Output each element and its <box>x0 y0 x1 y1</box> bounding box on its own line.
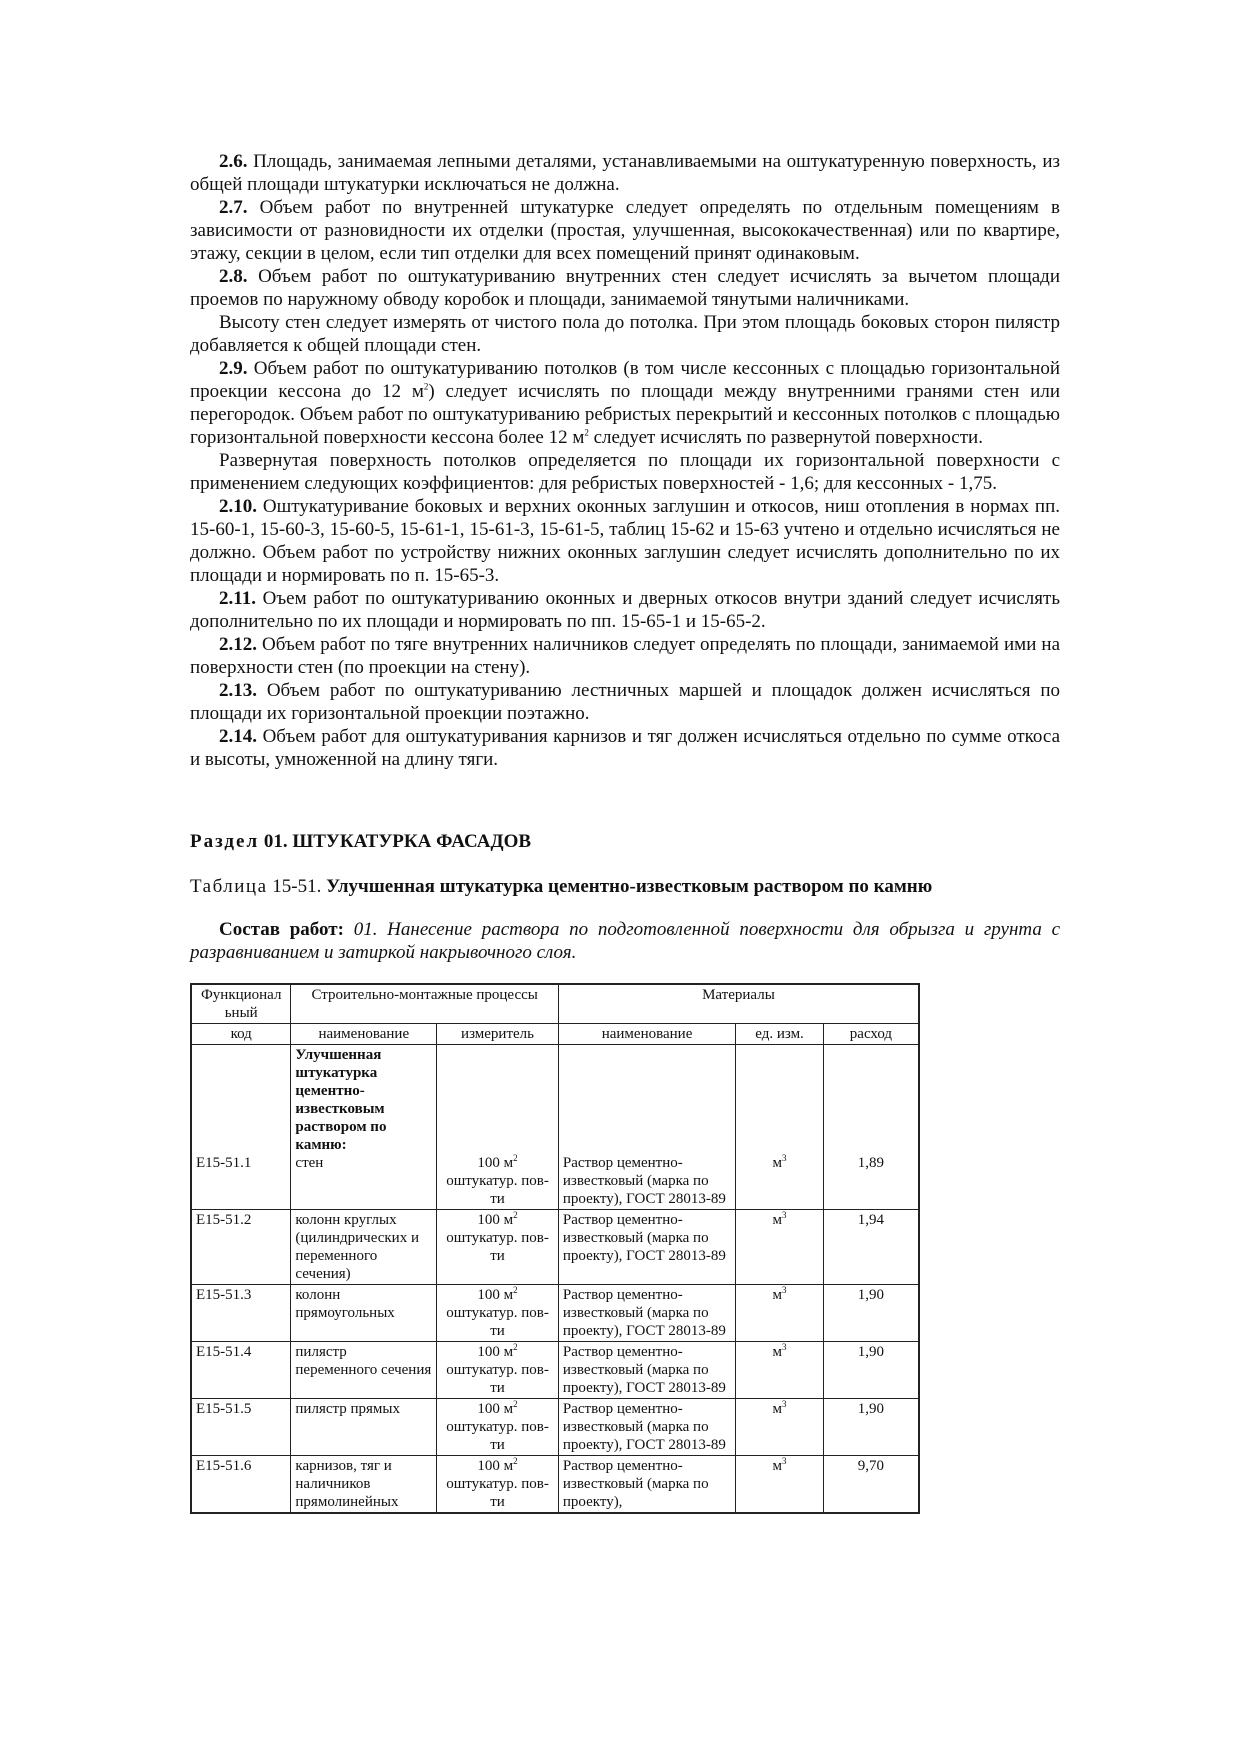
paragraph-2-7 <box>190 196 1060 265</box>
paragraph-text: Объем работ по оштукатуриванию внутренних стен следует исчислять за вычетом площади проемов по наружному обводу коробок и площади, занимаемой тянутыми наличниками. <box>190 266 1060 310</box>
cell-meter: 100 $м^2$ оштукатур. пов-ти <box>437 1210 559 1285</box>
table-row <box>191 1285 919 1342</box>
table-row <box>191 1456 919 1514</box>
cell-meter: 100 $м^2$ оштукатур. пов-ти <box>437 1399 559 1456</box>
header-processes: Строительно-монтажные процессы <box>291 984 558 1024</box>
work-composition-label: Состав работ: <box>219 919 344 940</box>
cell-unit: $м^3$ <box>736 1285 824 1342</box>
cell-material: Раствор цементно-известковый (марка по проекту), ГОСТ 28013-89 <box>558 1210 735 1285</box>
header-name: наименование <box>291 1024 437 1045</box>
table-caption <box>190 876 1060 898</box>
paragraph-2-12 <box>190 633 1060 679</box>
norms-table-wrapper <box>190 983 922 1583</box>
paragraph-2-6 <box>190 150 1060 196</box>
paragraph-number: 2.14. <box>219 726 257 747</box>
cell-meter: 100 $м^2$ оштукатур. пов-ти <box>437 1342 559 1399</box>
cell-code: E15-51.6 <box>191 1456 291 1514</box>
paragraph-2-11 <box>190 587 1060 633</box>
paragraph-ceiling-coefficients <box>190 449 1060 495</box>
paragraphs <box>190 150 1060 771</box>
table-row <box>191 1210 919 1285</box>
paragraph-number: 2.9. <box>219 358 248 379</box>
section-prefix: Раздел <box>190 831 260 852</box>
header-material-name: наименование <box>558 1024 735 1045</box>
superscript: 2 <box>584 427 589 438</box>
header-consumption: расход <box>823 1024 919 1045</box>
cell-unit: $м^3$ <box>736 1210 824 1285</box>
header-materials: Материалы <box>558 984 919 1024</box>
header-meter: измеритель <box>437 1024 559 1045</box>
header-code-bottom: код <box>191 1024 291 1045</box>
norms-table <box>190 983 920 1514</box>
paragraph-text: Объем работ по тяге внутренних наличников следует определять по площади, занимаемой ими на поверхности стен (по проекции на стену). <box>190 634 1060 678</box>
superscript: 2 <box>423 381 429 392</box>
paragraph-2-8 <box>190 265 1060 311</box>
table-row <box>191 1399 919 1456</box>
cell-name: пилястр переменного сечения <box>291 1342 437 1399</box>
paragraph-wall-height <box>190 311 1060 357</box>
table-caption-prefix: Таблица <box>190 876 268 897</box>
paragraph-text: следует исчислять по развернутой поверхности. <box>588 427 983 448</box>
cell-code: E15-51.3 <box>191 1285 291 1342</box>
work-composition-text: 01. Нанесение раствора по подготовленной поверхности для обрызга и грунта с разравниванием и затиркой накрывочного слоя. <box>190 919 1060 963</box>
cell-meter: 100 $м^2$ оштукатур. пов-ти <box>437 1045 559 1210</box>
paragraph-2-13 <box>190 679 1060 725</box>
cell-unit: $м^3$ <box>736 1399 824 1456</box>
table-row <box>191 1342 919 1399</box>
cell-name: колонн прямоугольных <box>291 1285 437 1342</box>
paragraph-text: Объем работ для оштукатуривания карнизов и тяг должен исчисляться отдельно по сумме откоса и высоты, умноженной на длину тяги. <box>190 726 1060 770</box>
cell-code: E15-51.4 <box>191 1342 291 1399</box>
paragraph-number: 2.11. <box>219 588 256 609</box>
cell-unit: $м^3$ <box>736 1456 824 1514</box>
paragraph-number: 2.12. <box>219 634 257 655</box>
work-composition <box>190 918 1060 964</box>
cell-code: E15-51.1 <box>191 1045 291 1210</box>
paragraph-text: Высоту стен следует измерять от чистого пола до потолка. При этом площадь боковых сторон пилястр добавляется к общей площади стен. <box>190 312 1060 356</box>
cell-amount: 1,90 <box>823 1285 919 1342</box>
paragraph-text: Объем работ по оштукатуриванию лестничных маршей и площадок должен исчисляться по площади их горизонтальной проекции поэтажно. <box>190 680 1060 724</box>
cell-code: E15-51.2 <box>191 1210 291 1285</box>
cell-amount: 1,89 <box>823 1045 919 1210</box>
cell-code: E15-51.5 <box>191 1399 291 1456</box>
cell-meter: 100 $м^2$ оштукатур. пов-ти <box>437 1456 559 1514</box>
paragraph-text: Площадь, занимаемая лепными деталями, устанавливаемыми на оштукатуренную поверхность, из общей площади штукатурки исключаться не должна. <box>190 151 1060 195</box>
cell-material: Раствор цементно-известковый (марка по проекту), <box>558 1456 735 1514</box>
cell-unit: $м^3$ <box>736 1045 824 1210</box>
cell-material: Раствор цементно-известковый (марка по проекту), ГОСТ 28013-89 <box>558 1342 735 1399</box>
paragraph-text: ) следует исчислять по площади между внутренними гранями стен или перегородок. Объем работ по оштукатуриванию ребристых перекрытий и кессонных потолков с площадью горизонтальной поверхности кессона более 12 м <box>190 381 1060 448</box>
group-title: Улучшенная штукатурка цементно-известковым раствором по камню: <box>295 1047 387 1153</box>
document-page <box>190 150 1060 1583</box>
paragraph-number: 2.8. <box>219 266 248 287</box>
paragraph-2-10 <box>190 495 1060 587</box>
paragraph-number: 2.7. <box>219 197 248 218</box>
paragraph-text: Оъем работ по оштукатуриванию оконных и дверных откосов внутри зданий следует исчислять дополнительно по их площади и нормировать по пп. 15-65-1 и 15-65-2. <box>190 588 1060 632</box>
paragraph-2-9 <box>190 357 1060 449</box>
table-caption-title: Улучшенная штукатурка цементно-известковым раствором по камню <box>326 876 933 897</box>
cell-name: карнизов, тяг и наличников прямолинейных <box>291 1456 437 1514</box>
cell-name: колонн круглых (цилиндрических и переменного сечения) <box>291 1210 437 1285</box>
header-unit: ед. изм. <box>736 1024 824 1045</box>
cell-name: пилястр прямых <box>291 1399 437 1456</box>
section-title: 01. ШТУКАТУРКА ФАСАДОВ <box>259 831 532 852</box>
paragraph-2-14 <box>190 725 1060 771</box>
cell-amount: 9,70 <box>823 1456 919 1514</box>
table-row <box>191 1045 919 1210</box>
cell-material: Раствор цементно-известковый (марка по проекту), ГОСТ 28013-89 <box>558 1285 735 1342</box>
paragraph-text: Объем работ по оштукатуриванию потолков (в том числе кессонных с площадью горизонтальной проекции кессона до 12 м <box>190 358 1060 402</box>
cell-material: Раствор цементно-известковый (марка по проекту), ГОСТ 28013-89 <box>558 1399 735 1456</box>
paragraph-text: Оштукатуривание боковых и верхних оконных заглушин и откосов, ниш отопления в нормах пп. 15-60-1, 15-60-3, 15-60-5, 15-61-1, 15-61-3, 15-61-5, таблиц 15-62 и 15-63 учтено и отдельно исчисляться не должно. Объем работ по устройству нижних оконных заглушин следует исчислять дополнительно по их площади и нормировать по п. 15-65-3. <box>190 496 1060 586</box>
cell-name: Улучшенная штукатурка цементно-известковым раствором по камню: стен <box>291 1045 437 1210</box>
cell-meter: 100 $м^2$ оштукатур. пов-ти <box>437 1285 559 1342</box>
cell-unit: $м^3$ <box>736 1342 824 1399</box>
paragraph-number: 2.13. <box>219 680 257 701</box>
paragraph-number: 2.6. <box>219 151 248 172</box>
paragraph-number: 2.10. <box>219 496 257 517</box>
cell-amount: 1,90 <box>823 1399 919 1456</box>
cell-amount: 1,94 <box>823 1210 919 1285</box>
paragraph-text: Объем работ по внутренней штукатурке следует определять по отдельным помещениям в зависимости от разновидности их отделки (простая, улучшенная, высококачественная) или по квартире, этажу, секции в целом, если тип отделки для всех помещений принят одинаковым. <box>190 197 1060 264</box>
section-heading <box>190 831 1060 853</box>
paragraph-text: Развернутая поверхность потолков определяется по площади их горизонтальной поверхности с применением следующих коэффициентов: для ребристых поверхностей - 1,6; для кессонных - 1,75. <box>190 450 1060 494</box>
cell-amount: 1,90 <box>823 1342 919 1399</box>
cell-material: Раствор цементно-известковый (марка по проекту), ГОСТ 28013-89 <box>558 1045 735 1210</box>
header-code: Функционал ьный <box>191 984 291 1024</box>
table-caption-number: 15-51. <box>267 876 327 897</box>
